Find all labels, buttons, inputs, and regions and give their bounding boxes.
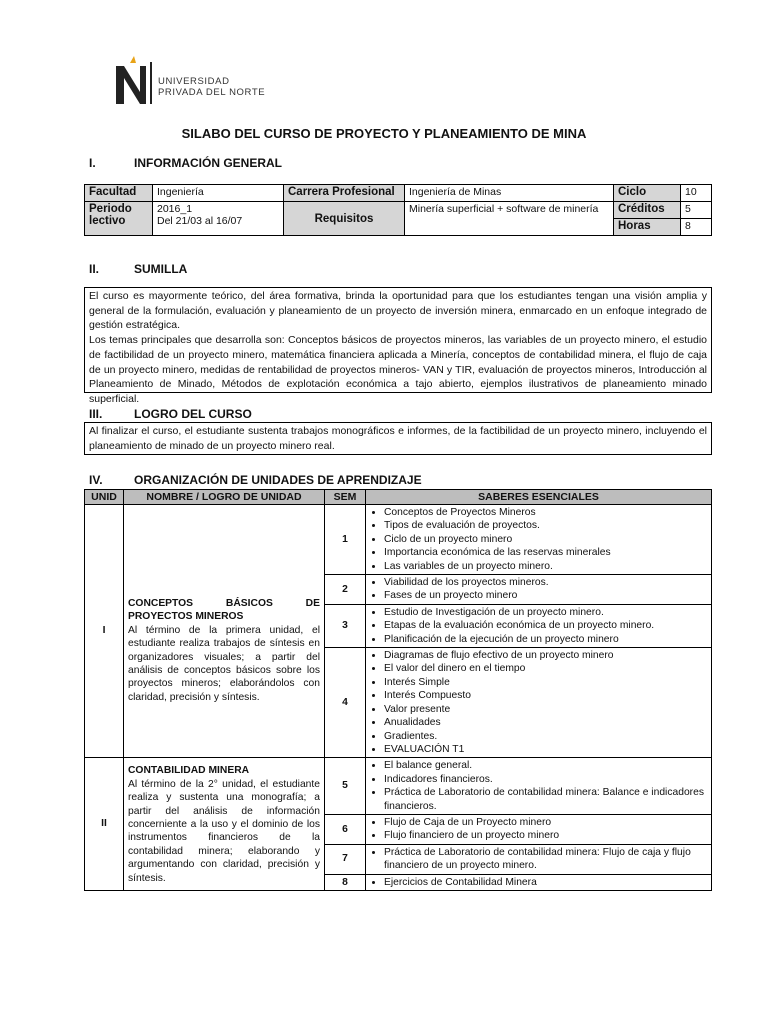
unit-description: Al término de la primera unidad, el estudiante realiza trabajos de síntesis en organizadores visuales; a partir del análisis de conceptos básicos sobre los proyectos mineros; elaborándolos con claridad, precisión y síntesis.	[128, 624, 320, 703]
topic-list	[370, 816, 707, 843]
topic-item: • EVALUACIÓN T1	[384, 743, 707, 756]
units-header-row	[85, 490, 712, 505]
section-number: II.	[89, 262, 100, 276]
requisitos-value: Minería superficial + software de minería	[405, 202, 614, 236]
unit-description: Al término de la 2° unidad, el estudiante realiza y sustenta una monografía; a partir del análisis de información concerniente a la uso y el dominio de los instrumentos financieros de la contabilidad minera; elaborando y argumentando con claridad, precisión y síntesis.	[128, 778, 320, 884]
table-row	[85, 758, 712, 815]
topic-list	[370, 876, 707, 889]
week-number: 6	[325, 814, 366, 844]
section-title: ORGANIZACIÓN DE UNIDADES DE APRENDIZAJE	[134, 473, 422, 487]
facultad-value: Ingeniería	[153, 185, 284, 202]
topic-item: • Fases de un proyecto minero	[384, 589, 707, 602]
topic-item: • Práctica de Laboratorio de contabilidad minera: Flujo de caja y flujo financiero de un proyecto minero.	[384, 846, 707, 873]
table-row	[85, 505, 712, 575]
header-sem: SEM	[325, 490, 366, 505]
topic-item: • Valor presente	[384, 703, 707, 716]
week-topics	[366, 604, 712, 647]
topic-item: • Tipos de evaluación de proyectos.	[384, 519, 707, 532]
week-number: 2	[325, 575, 366, 605]
topic-item: • Flujo financiero de un proyecto minero	[384, 829, 707, 842]
header-nombre-logro: NOMBRE / LOGRO DE UNIDAD	[124, 490, 325, 505]
topic-item: • Planificación de la ejecución de un proyecto minero	[384, 633, 707, 646]
topic-item: • Viabilidad de los proyectos mineros.	[384, 576, 707, 589]
week-topics	[366, 575, 712, 605]
general-info-table	[84, 184, 712, 236]
topic-item: • Indicadores financieros.	[384, 773, 707, 786]
week-number: 4	[325, 648, 366, 758]
topic-item: • Flujo de Caja de un Proyecto minero	[384, 816, 707, 829]
topic-item: • Importancia económica de las reservas minerales	[384, 546, 707, 559]
university-name	[158, 76, 265, 98]
topic-item: • Gradientes.	[384, 730, 707, 743]
topic-item: • Práctica de Laboratorio de contabilidad minera: Balance e indicadores financieros.	[384, 786, 707, 813]
week-topics	[366, 814, 712, 844]
topic-item: • Ciclo de un proyecto minero	[384, 533, 707, 546]
university-name-line2: PRIVADA DEL NORTE	[158, 87, 266, 98]
section-number: III.	[89, 407, 103, 421]
section-title: LOGRO DEL CURSO	[134, 407, 252, 421]
sumilla-paragraph-1: El curso es mayormente teórico, del área formativa, brinda la oportunidad para que los estudiantes tengan una visión amplia y general de la formulación, evaluación y planeamiento de un proyecto de inversión minera, enmarcado en un enfoque integrado de gestión estratégica.	[89, 290, 707, 332]
section-number: I.	[89, 156, 96, 170]
university-logo-icon	[110, 52, 158, 108]
university-logo	[110, 52, 310, 108]
horas-value: 8	[681, 219, 712, 236]
unit-description-cell	[124, 758, 325, 891]
section-title: SUMILLA	[134, 262, 188, 276]
topic-item: • Conceptos de Proyectos Mineros	[384, 506, 707, 519]
topic-item: • Etapas de la evaluación económica de un proyecto minero.	[384, 619, 707, 632]
university-name-line1: UNIVERSIDAD	[158, 76, 230, 87]
unit-id: II	[85, 758, 124, 891]
week-topics	[366, 505, 712, 575]
topic-list	[370, 846, 707, 873]
section-title: INFORMACIÓN GENERAL	[134, 156, 282, 170]
section-number: IV.	[89, 473, 103, 487]
topic-list	[370, 506, 707, 573]
topic-item: • El balance general.	[384, 759, 707, 772]
topic-list	[370, 649, 707, 756]
periodo-code: 2016_1	[157, 203, 193, 215]
unit-name: CONCEPTOS BÁSICOS DE PROYECTOS MINEROS	[128, 598, 320, 623]
syllabus-title: SILABO DEL CURSO DE PROYECTO Y PLANEAMIENTO DE MINA	[181, 126, 587, 141]
periodo-dates: Del 21/03 al 16/07	[157, 215, 243, 227]
topic-item: • Estudio de Investigación de un proyecto minero.	[384, 606, 707, 619]
week-topics	[366, 758, 712, 815]
week-number: 5	[325, 758, 366, 815]
sumilla-paragraph-2: Los temas principales que desarrolla son: Conceptos básicos de proyectos mineros, las variables de un proyecto minero, el estudio de factibilidad de un proyecto minero, matemática financiera aplicada a Minería, conceptos de contabilidad minera, el flujo de caja de un proyecto minero, medidas de rentabilidad de proyectos mineros- VAN y TIR, evaluación de proyectos mineros, Introducción al Planeamiento de Minado, Métodos de explotación económica a tajo abierto, ejemplos ilustrativos de planeamiento minado superficial.	[89, 334, 707, 405]
requisitos-label: Requisitos	[284, 202, 405, 236]
topic-item: • El valor del dinero en el tiempo	[384, 662, 707, 675]
week-number: 3	[325, 604, 366, 647]
week-topics	[366, 648, 712, 758]
ciclo-value: 10	[681, 185, 712, 202]
topic-item: • Ejercicios de Contabilidad Minera	[384, 876, 707, 889]
logro-box: Al finalizar el curso, el estudiante sustenta trabajos monográficos e informes, de la factibilidad de un proyecto minero, incluyendo el planeamiento de minado de un proyecto minero real.	[84, 422, 712, 455]
header-saberes: SABERES ESENCIALES	[366, 490, 712, 505]
units-table	[84, 489, 712, 891]
week-topics	[366, 874, 712, 890]
ciclo-label: Ciclo	[614, 185, 681, 202]
topic-list	[370, 576, 707, 603]
periodo-label: Periodo lectivo	[85, 202, 153, 236]
header-unid: UNID	[85, 490, 124, 505]
week-number: 7	[325, 844, 366, 874]
carrera-value: Ingeniería de Minas	[405, 185, 614, 202]
topic-item: • Diagramas de flujo efectivo de un proyecto minero	[384, 649, 707, 662]
unit-name: CONTABILIDAD MINERA	[128, 765, 250, 777]
unit-description-cell	[124, 505, 325, 758]
week-number: 1	[325, 505, 366, 575]
sumilla-box	[84, 287, 712, 405]
topic-item: • Interés Simple	[384, 676, 707, 689]
topic-list	[370, 606, 707, 646]
topic-list	[370, 759, 707, 813]
creditos-label: Créditos	[614, 202, 681, 219]
creditos-value: 5	[681, 202, 712, 219]
topic-item: • Anualidades	[384, 716, 707, 729]
week-topics	[366, 844, 712, 874]
week-number: 8	[325, 874, 366, 890]
topic-item: • Interés Compuesto	[384, 689, 707, 702]
topic-item: • Las variables de un proyecto minero.	[384, 560, 707, 573]
facultad-label: Facultad	[85, 185, 153, 202]
unit-id: I	[85, 505, 124, 758]
periodo-value	[153, 202, 284, 236]
horas-label: Horas	[614, 219, 681, 236]
carrera-label: Carrera Profesional	[284, 185, 405, 202]
